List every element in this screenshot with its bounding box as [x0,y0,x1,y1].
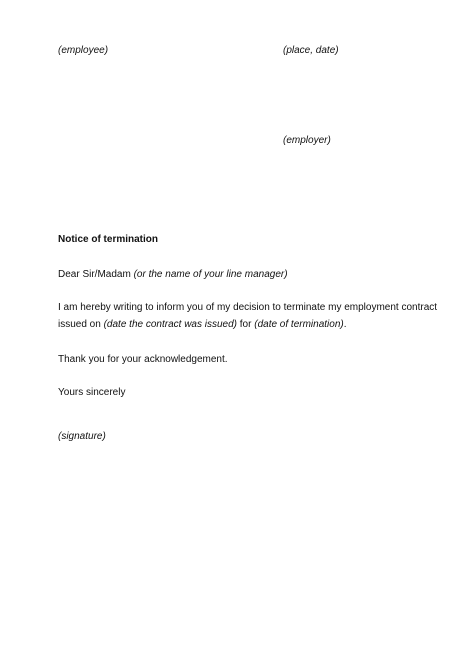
employer-placeholder: (employer) [283,135,331,146]
termination-date-placeholder: (date of termination) [254,319,344,330]
closing-line: Yours sincerely [58,387,126,398]
salutation-note: (or the name of your line manager) [133,269,288,280]
body-line-2-for: for [237,319,255,330]
employee-placeholder: (employee) [58,45,109,56]
salutation [58,268,288,281]
body-line-2 [58,318,347,331]
signature-placeholder: (signature) [58,431,106,442]
salutation-text: Dear Sir/Madam [58,269,134,280]
body-line-1: I am hereby writing to inform you of my decision to terminate my employment contract [58,302,438,313]
letter-title: Notice of termination [58,234,159,245]
body-line-2-prefix: issued on [58,319,104,330]
thanks-line: Thank you for your acknowledgement. [58,354,228,365]
contract-date-placeholder: (date the contract was issued) [103,319,237,330]
place-date-placeholder: (place, date) [283,45,339,56]
body-line-2-end: . [343,319,347,330]
